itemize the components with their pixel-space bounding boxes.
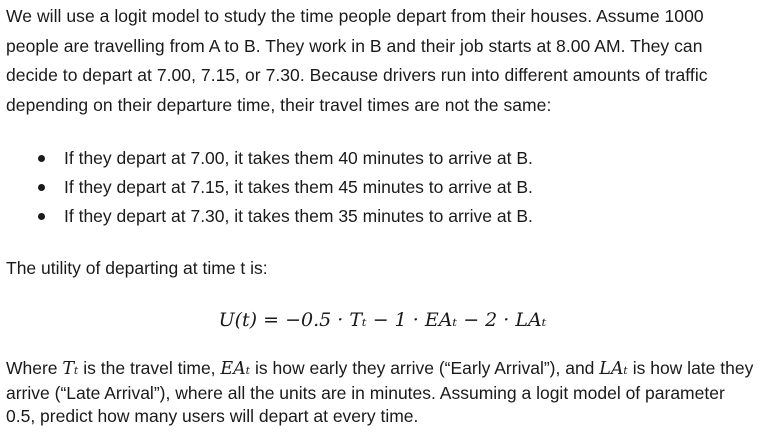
utility-formula: U(t) = −0.5 · Tₜ − 1 · EAₜ − 2 · LAₜ (218, 309, 547, 331)
bullet-icon (38, 184, 45, 191)
utility-intro: The utility of departing at time t is: (6, 258, 268, 278)
list-item-text: If they depart at 7.00, it takes them 40 minutes to arrive at B. (64, 148, 533, 168)
list-item-text: If they depart at 7.15, it takes them 45 minutes to arrive at B. (64, 177, 533, 197)
text-span: Where (6, 358, 63, 378)
early-arrival-symbol: EAₜ (220, 359, 251, 379)
list-item (38, 173, 533, 202)
text-span: is the travel time, (78, 358, 221, 378)
travel-time-list (38, 144, 533, 231)
text-span: is how late they arrive (“Late Arrival”), where all the units are in minutes. Assuming a logit model of parameter 0.5, predict how many users will depart at every time. (6, 358, 754, 426)
list-item-text: If they depart at 7.30, it takes them 35 minutes to arrive at B. (64, 206, 533, 226)
bullet-icon (38, 155, 45, 162)
list-item (38, 144, 533, 173)
list-item (38, 202, 533, 231)
intro-paragraph: We will use a logit model to study the time people depart from their houses. Assume 1000 people are travelling from A to B. They work in B and their job starts at 8.00 AM. They can decide to depart at 7.00, 7.15, or 7.30. Because drivers run into different amounts of traffic depending on their departure time, their travel times are not the same: (6, 6, 708, 115)
bullet-icon (38, 213, 45, 220)
question-paragraph (6, 357, 758, 429)
text-span: is how early they arrive (“Early Arrival”), and (250, 358, 600, 378)
travel-time-symbol: Tₜ (62, 359, 79, 379)
late-arrival-symbol: LAₜ (599, 359, 628, 379)
